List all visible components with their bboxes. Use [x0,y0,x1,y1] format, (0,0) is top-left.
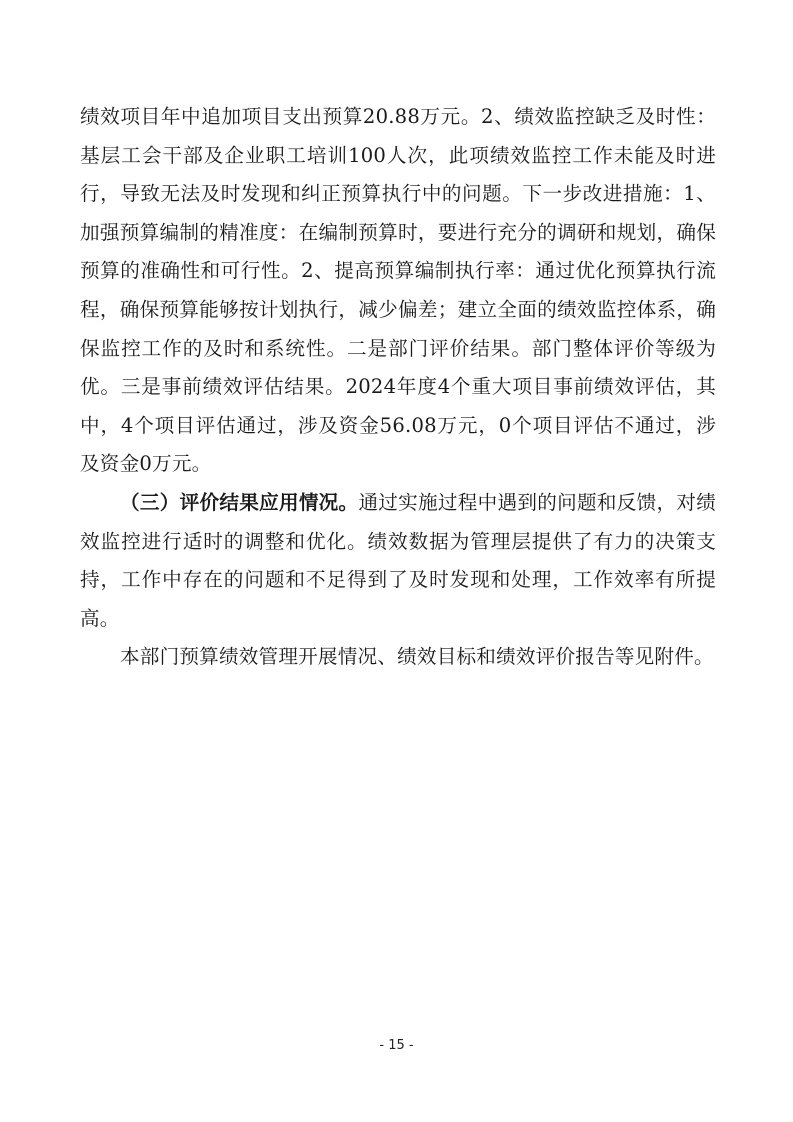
paragraph-attachment-note: 本部门预算绩效管理开展情况、绩效目标和绩效评价报告等见附件。 [120,645,714,669]
page-number: - 15 - [379,1038,414,1053]
section-body-text: 通过实施过程中遇到的问题和反馈，对绩效监控进行适时的调整和优化。绩效数据为管理层提供了有力的决策支持，工作中存在的问题和不足得到了及时发现和处理，工作效率有所提高。 [80,490,716,630]
section-heading: （三）评价结果应用情况。 [120,490,359,514]
page-body [80,98,716,677]
paragraph-results-application [80,484,716,638]
paragraph-performance-issues: 绩效项目年中追加项目支出预算20.88万元。2、绩效监控缺乏及时性：基层工会干部及企业职工培训100人次，此项绩效监控工作未能及时进行，导致无法及时发现和纠正预算执行中的问题。下一步改进措施：1、加强预算编制的精准度：在编制预算时，要进行充分的调研和规划，确保预算的准确性和可行性。2、提高预算编制执行率：通过优化预算执行流程，确保预算能够按计划执行，减少偏差；建立全面的绩效监控体系，确保监控工作的及时和系统性。二是部门评价结果。部门整体评价等级为优。三是事前绩效评估结果。2024年度4个重大项目事前绩效评估，其中，4个项目评估通过，涉及资金56.08万元，0个项目评估不通过，涉及资金0万元。 [80,105,716,476]
